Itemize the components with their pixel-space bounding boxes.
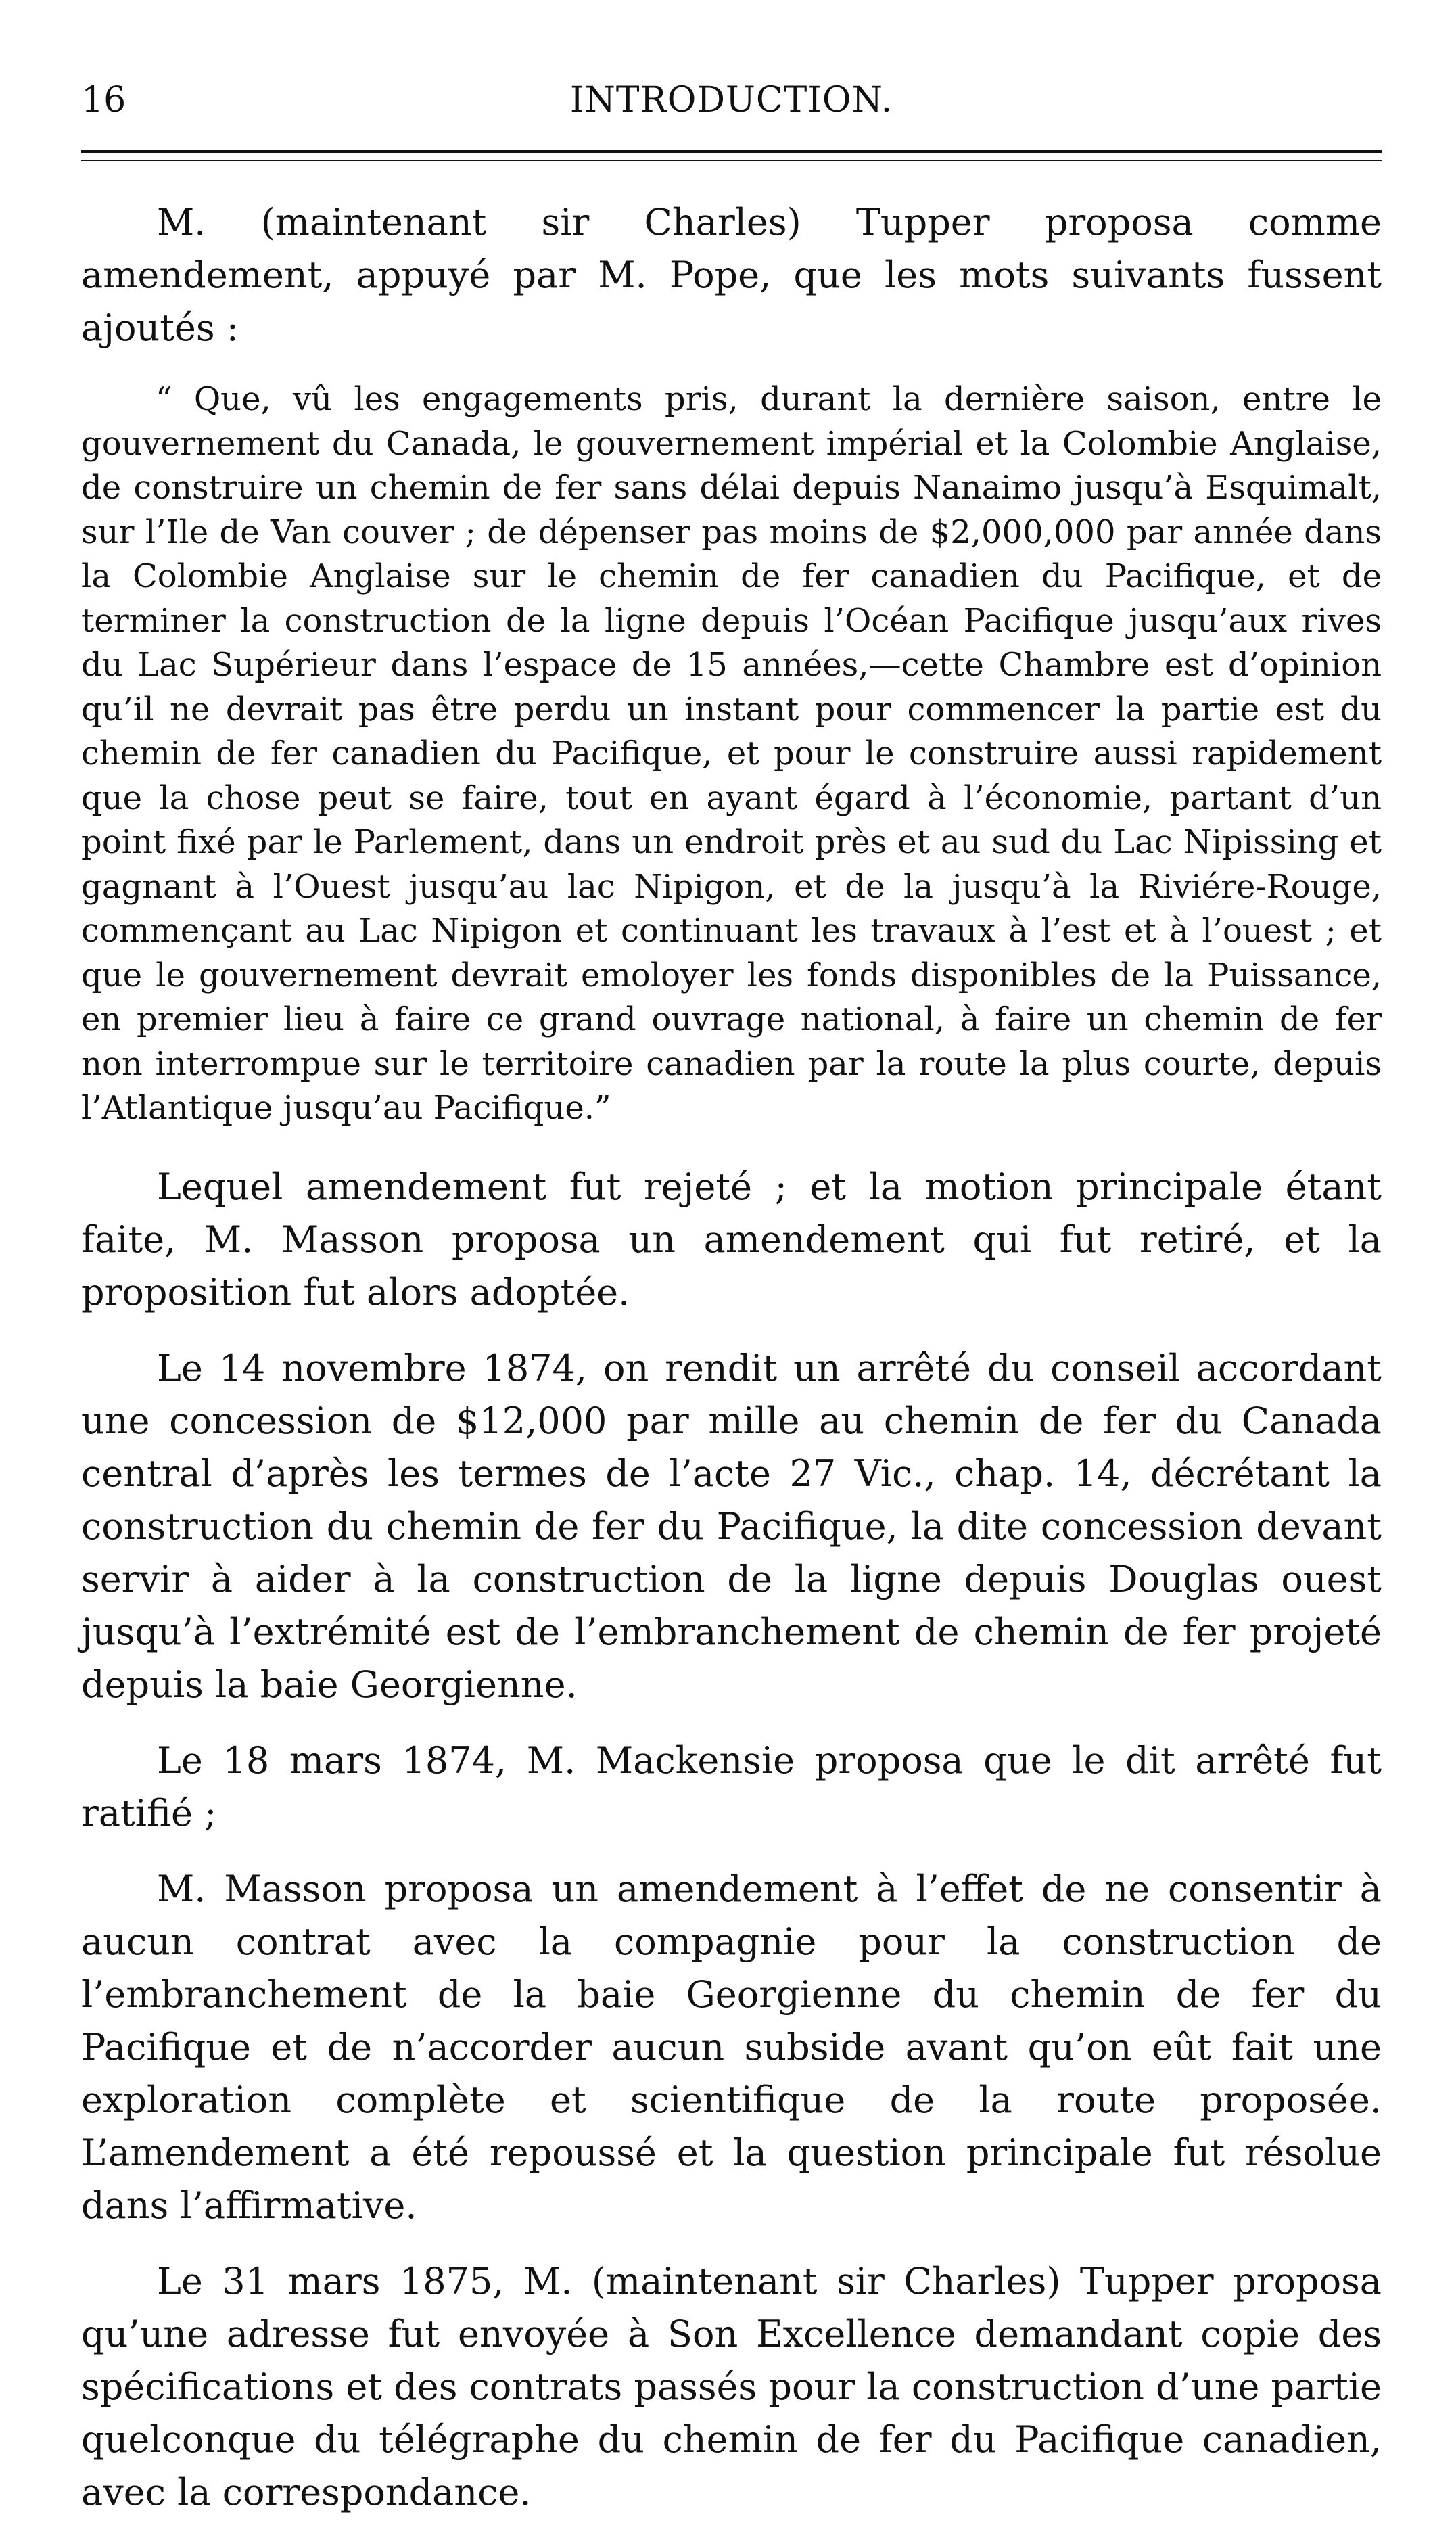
page-header [81,80,1382,134]
page-body [81,196,1382,2542]
running-head: INTRODUCTION. [569,80,893,120]
paragraph-tupper-amendment: M. (maintenant sir Charles) Tupper proposa comme amendement, appuyé par M. Pope, que les mots suivants fussent ajoutés : [81,201,1382,349]
paragraph-march-1875-address: Le 31 mars 1875, M. (maintenant sir Charles) Tupper proposa qu’une adresse fut envoyée à Son Excellence demandant copie des spécifications et des contrats passés pour la construction d’une partie quelconque du télégraphe du chemin de fer du Pacifique canadien, avec la correspondance. [81,2259,1382,2514]
header-rule-thick [81,150,1382,153]
paragraph-march-1874-ratify: Le 18 mars 1874, M. Mackensie proposa que le dit arrêté fut ratifié ; [81,1738,1382,1834]
paragraph-amendment-rejected: Lequel amendement fut rejeté ; et la motion principale étant faite, M. Masson proposa un amendement qui fut retiré, et la proposition fut alors adoptée. [81,1165,1382,1314]
header-rule-thin [81,160,1382,161]
page-number: 16 [81,80,126,120]
quoted-amendment-text: “ Que, vû les engagements pris, durant la dernière saison, entre le gouvernement du Canada, le gouvernement impérial et la Colombie Anglaise, de construire un chemin de fer sans délai depuis Nanaimo jusqu’à Esquimalt, sur l’Ile de Van couver ; de dépenser pas moins de $2,000,000 par année dans la Colombie Anglaise sur le chemin de fer canadien du Pacifique, et de terminer la construction de la ligne depuis l’Océan Pacifique jusqu’aux rives du Lac Supérieur dans l’espace de 15 années,—cette Chambre est d’opinion qu’il ne devrait pas être perdu un instant pour commencer la partie est du chemin de fer canadien du Pacifique, et pour le construire aussi rapidement que la chose peut se faire, tout en ayant égard à l’économie, partant d’un point fixé par le Parlement, dans un endroit près et au sud du Lac Nipissing et gagnant à l’Ouest jusqu’au lac Nipigon, et de la jusqu’à la Riviére-Rouge, commençant au Lac Nipigon et continuant les travaux à l’est et à l’ouest ; et que le gouvernement devrait emoloyer les fonds disponibles de la Puissance, en premier lieu à faire ce grand ouvrage national, à faire un chemin de fer non interrompue sur le territoire canadien par la route la plus courte, depuis l’Atlantique jusqu’au Pacifique.” [81,380,1382,1127]
paragraph-masson-amendment: M. Masson proposa un amendement à l’effet de ne consentir à aucun contrat avec la compagnie pour la construction de l’embranchement de la baie Georgienne du chemin de fer du Pacifique et de n’accorder aucun subside avant qu’on eût fait une exploration complète et scientifique de la route proposée. L’amendement a été repoussé et la question principale fut résolue dans l’affirmative. [81,1867,1382,2227]
paragraph-november-1874-order: Le 14 novembre 1874, on rendit un arrêté du conseil accordant une concession de $12,000 par mille au chemin de fer du Canada central d’après les termes de l’acte 27 Vic., chap. 14, décrétant la construction du chemin de fer du Pacifique, la dite concession devant servir à aider à la construction de la ligne depuis Douglas ouest jusqu’à l’extrémité est de l’embranchement de chemin de fer projeté depuis la baie Georgienne. [81,1346,1382,1706]
